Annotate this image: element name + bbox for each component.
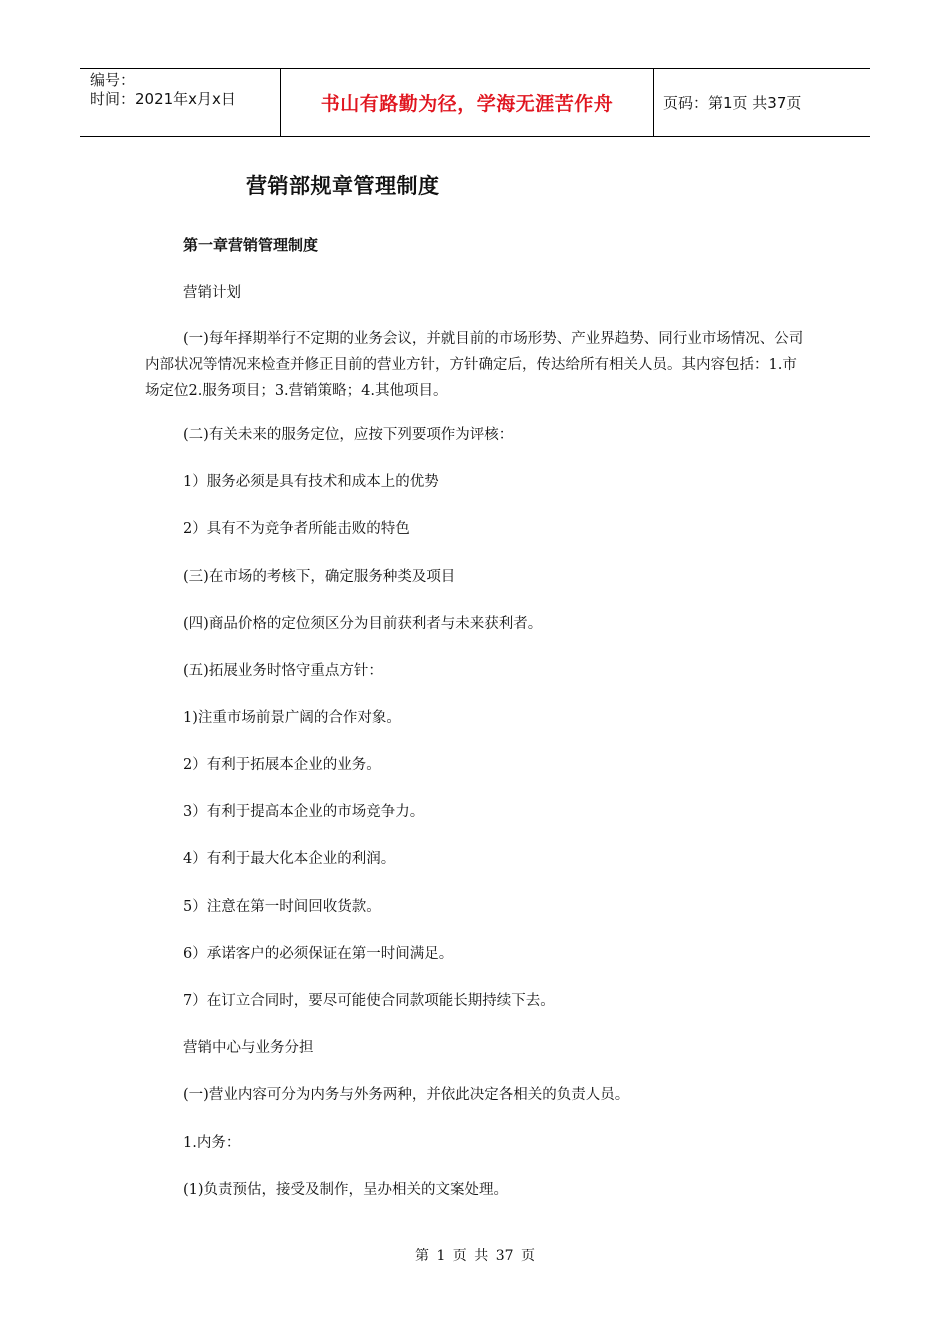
list-item-plan-5-5: 5）注意在第一时间回收货款。: [183, 899, 381, 915]
document-title: 营销部规章管理制度: [246, 174, 440, 198]
paragraph-plan-4: (四)商品价格的定位须区分为目前获利者与未来获利者。: [183, 616, 543, 632]
document-date-label: 时间：2021年x月x日: [90, 90, 236, 108]
header-page-cell: [654, 69, 870, 136]
list-item-internal-1: (1)负责预估，接受及制作，呈办相关的文案处理。: [183, 1182, 509, 1198]
section-heading-center: 营销中心与业务分担: [183, 1040, 314, 1056]
paragraph-plan-5: (五)拓展业务时恪守重点方针：: [183, 663, 383, 679]
paragraph-plan-3: (三)在市场的考核下，确定服务种类及项目: [183, 569, 456, 585]
page-header: [80, 68, 870, 137]
list-item-plan-5-3: 3）有利于提高本企业的市场竞争力。: [183, 804, 425, 820]
list-item-plan-2-1: 1）服务必须是具有技术和成本上的优势: [183, 474, 439, 490]
list-item-plan-5-1: 1)注重市场前景广阔的合作对象。: [183, 710, 401, 726]
list-item-plan-5-6: 6）承诺客户的必须保证在第一时间满足。: [183, 946, 454, 962]
list-item-plan-5-2: 2）有利于拓展本企业的业务。: [183, 757, 381, 773]
paragraph-plan-1: (一)每年择期举行不定期的业务会议，并就目前的市场形势、产业界趋势、同行业市场情况、公司内部状况等情况来检查并修正目前的营业方针，方针确定后，传达给所有相关人员。其内容包括：1.市场定位2.服务项目；3.营销策略；4.其他项目。: [145, 331, 804, 399]
page-footer: 第 1 页 共 37 页: [415, 1248, 535, 1264]
document-number-label: 编号：: [90, 71, 136, 89]
paragraph-plan-2: (二)有关未来的服务定位，应按下列要项作为评核：: [183, 427, 514, 443]
header-page-number: 页码：第1页 共37页: [663, 94, 802, 112]
list-item-plan-2-2: 2）具有不为竞争者所能击败的特色: [183, 521, 410, 537]
header-motto-cell: [281, 69, 654, 136]
header-motto: 书山有路勤为径，学海无涯苦作舟: [320, 93, 614, 115]
section-heading-plan: 营销计划: [183, 285, 241, 301]
list-label-internal: 1.内务：: [183, 1135, 241, 1151]
chapter-heading: 第一章营销管理制度: [183, 236, 319, 254]
header-meta-cell: [80, 69, 281, 136]
list-item-plan-5-4: 4）有利于最大化本企业的利润。: [183, 851, 396, 867]
paragraph-center-1: (一)营业内容可分为内务与外务两种，并依此决定各相关的负责人员。: [183, 1087, 630, 1103]
list-item-plan-5-7: 7）在订立合同时，要尽可能使合同款项能长期持续下去。: [183, 993, 555, 1009]
